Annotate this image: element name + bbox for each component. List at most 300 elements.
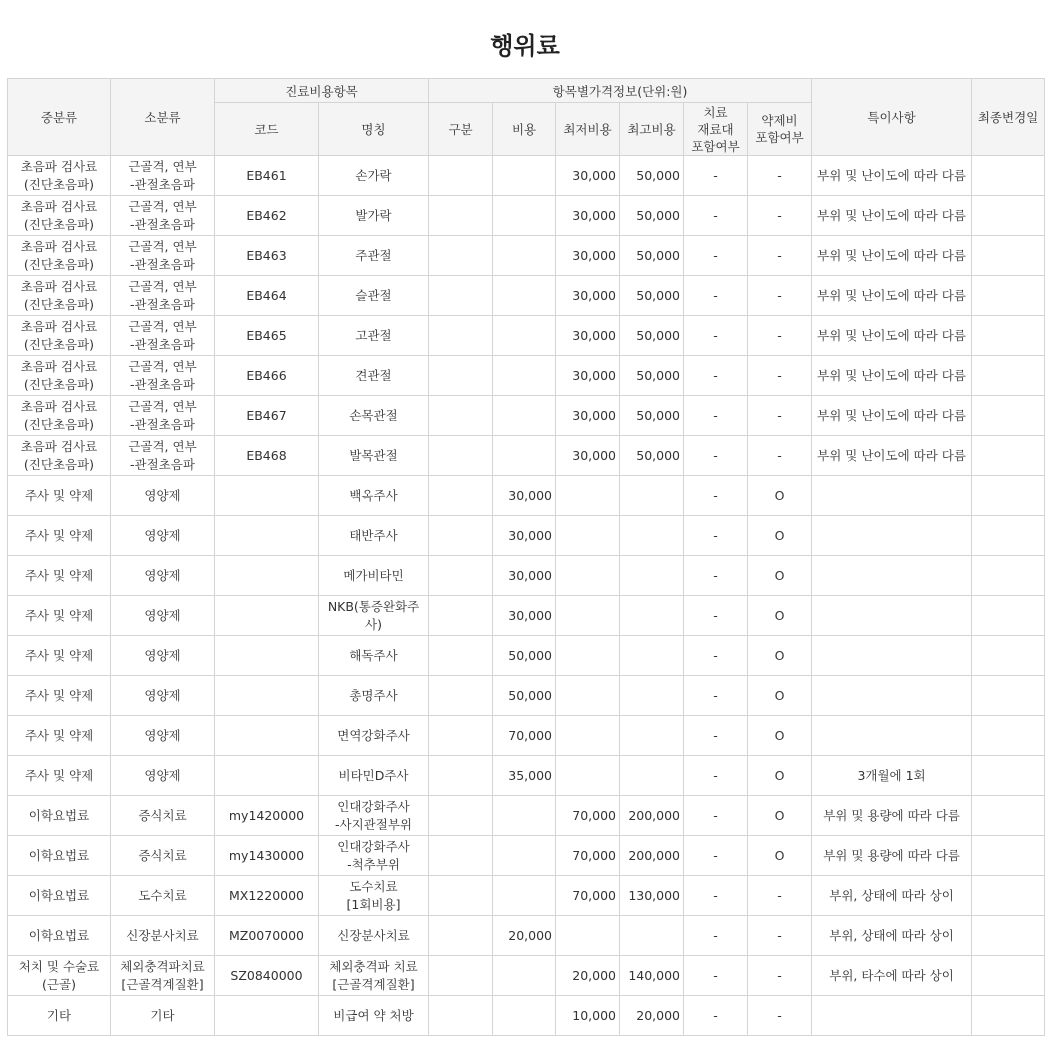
row-name: 견관절: [319, 356, 429, 396]
row-name: 비타민D주사: [319, 756, 429, 796]
row-cost: [493, 236, 556, 276]
row-category-sub: 근골격, 연부 -관절초음파: [111, 196, 215, 236]
row-code: [215, 516, 319, 556]
row-category-sub: 기타: [111, 996, 215, 1036]
row-name: 체외충격파 치료 [근골격계질환]: [319, 956, 429, 996]
row-category-sub: 근골격, 연부 -관절초음파: [111, 276, 215, 316]
row-min-cost: [556, 916, 620, 956]
row-code: EB463: [215, 236, 319, 276]
row-max-cost: 200,000: [620, 796, 684, 836]
row-type: [429, 436, 493, 476]
row-code: [215, 756, 319, 796]
row-category-sub: 근골격, 연부 -관절초음파: [111, 236, 215, 276]
row-incl-drug: -: [748, 956, 812, 996]
row-last-modified: [972, 836, 1045, 876]
table-body: [8, 156, 1045, 1036]
row-min-cost: 70,000: [556, 876, 620, 916]
fee-table: [7, 78, 1045, 1036]
table-row: [8, 236, 1045, 276]
row-notes: 부위, 타수에 따라 상이: [812, 956, 972, 996]
row-last-modified: [972, 716, 1045, 756]
row-max-cost: 50,000: [620, 236, 684, 276]
row-notes: [812, 996, 972, 1036]
row-incl-drug: O: [748, 516, 812, 556]
header-code: 코드: [215, 103, 319, 156]
row-name: 해독주사: [319, 636, 429, 676]
row-incl-drug: -: [748, 156, 812, 196]
row-category-mid: 초음파 검사료 (진단초음파): [8, 276, 111, 316]
row-category-sub: 영양제: [111, 756, 215, 796]
row-min-cost: 30,000: [556, 356, 620, 396]
row-min-cost: [556, 476, 620, 516]
row-incl-material: -: [684, 356, 748, 396]
row-min-cost: 30,000: [556, 236, 620, 276]
row-category-sub: 영양제: [111, 556, 215, 596]
row-category-mid: 주사 및 약제: [8, 716, 111, 756]
row-category-sub: 근골격, 연부 -관절초음파: [111, 356, 215, 396]
table-row: [8, 676, 1045, 716]
row-category-mid: 주사 및 약제: [8, 636, 111, 676]
row-max-cost: [620, 756, 684, 796]
row-cost: [493, 836, 556, 876]
row-min-cost: 20,000: [556, 956, 620, 996]
header-category-mid: 중분류: [8, 79, 111, 156]
row-last-modified: [972, 596, 1045, 636]
row-min-cost: 30,000: [556, 316, 620, 356]
row-incl-drug: -: [748, 316, 812, 356]
row-min-cost: [556, 516, 620, 556]
table-row: [8, 836, 1045, 876]
row-type: [429, 476, 493, 516]
table-row: [8, 516, 1045, 556]
row-cost: 35,000: [493, 756, 556, 796]
row-type: [429, 996, 493, 1036]
row-type: [429, 836, 493, 876]
row-incl-drug: O: [748, 596, 812, 636]
row-last-modified: [972, 636, 1045, 676]
row-notes: [812, 596, 972, 636]
table-row: [8, 596, 1045, 636]
row-cost: 70,000: [493, 716, 556, 756]
row-type: [429, 876, 493, 916]
row-type: [429, 356, 493, 396]
row-category-mid: 초음파 검사료 (진단초음파): [8, 436, 111, 476]
row-type: [429, 196, 493, 236]
row-name: 총명주사: [319, 676, 429, 716]
row-max-cost: 50,000: [620, 196, 684, 236]
row-cost: [493, 396, 556, 436]
row-max-cost: 50,000: [620, 156, 684, 196]
row-name: 발목관절: [319, 436, 429, 476]
row-category-sub: 신장분사치료: [111, 916, 215, 956]
row-code: EB465: [215, 316, 319, 356]
row-min-cost: 30,000: [556, 156, 620, 196]
row-incl-material: -: [684, 436, 748, 476]
table-row: [8, 636, 1045, 676]
header-min-cost: 최저비용: [556, 103, 620, 156]
row-incl-material: -: [684, 556, 748, 596]
row-type: [429, 596, 493, 636]
row-notes: 부위 및 용량에 따라 다름: [812, 836, 972, 876]
row-max-cost: [620, 916, 684, 956]
row-min-cost: 70,000: [556, 836, 620, 876]
row-name: 인대강화주사 -척추부위: [319, 836, 429, 876]
row-category-sub: 영양제: [111, 516, 215, 556]
row-category-mid: 처치 및 수술료 (근골): [8, 956, 111, 996]
table-row: [8, 956, 1045, 996]
row-notes: [812, 636, 972, 676]
row-max-cost: 50,000: [620, 356, 684, 396]
row-type: [429, 276, 493, 316]
row-min-cost: [556, 756, 620, 796]
row-min-cost: 30,000: [556, 196, 620, 236]
row-cost: [493, 196, 556, 236]
row-category-mid: 주사 및 약제: [8, 476, 111, 516]
row-last-modified: [972, 556, 1045, 596]
row-category-sub: 근골격, 연부 -관절초음파: [111, 436, 215, 476]
header-max-cost: 최고비용: [620, 103, 684, 156]
row-min-cost: 30,000: [556, 276, 620, 316]
row-last-modified: [972, 756, 1045, 796]
row-code: EB467: [215, 396, 319, 436]
header-notes: 특이사항: [812, 79, 972, 156]
header-type: 구분: [429, 103, 493, 156]
row-category-mid: 주사 및 약제: [8, 676, 111, 716]
table-row: [8, 196, 1045, 236]
row-incl-drug: O: [748, 476, 812, 516]
row-type: [429, 636, 493, 676]
row-max-cost: 50,000: [620, 276, 684, 316]
row-notes: 3개월에 1회: [812, 756, 972, 796]
row-cost: [493, 316, 556, 356]
row-max-cost: [620, 676, 684, 716]
row-min-cost: 10,000: [556, 996, 620, 1036]
row-min-cost: [556, 716, 620, 756]
row-cost: 30,000: [493, 476, 556, 516]
row-last-modified: [972, 516, 1045, 556]
row-notes: 부위 및 난이도에 따라 다름: [812, 156, 972, 196]
row-incl-drug: -: [748, 236, 812, 276]
row-type: [429, 156, 493, 196]
row-cost: 30,000: [493, 556, 556, 596]
row-incl-material: -: [684, 876, 748, 916]
row-incl-drug: O: [748, 676, 812, 716]
row-cost: 50,000: [493, 636, 556, 676]
row-max-cost: [620, 556, 684, 596]
row-max-cost: 50,000: [620, 316, 684, 356]
row-notes: [812, 556, 972, 596]
row-category-sub: 근골격, 연부 -관절초음파: [111, 316, 215, 356]
row-incl-material: -: [684, 836, 748, 876]
row-type: [429, 516, 493, 556]
row-category-mid: 주사 및 약제: [8, 596, 111, 636]
row-incl-drug: O: [748, 836, 812, 876]
row-type: [429, 556, 493, 596]
row-category-mid: 주사 및 약제: [8, 756, 111, 796]
row-category-mid: 이학요법료: [8, 916, 111, 956]
table-row: [8, 476, 1045, 516]
row-max-cost: 140,000: [620, 956, 684, 996]
page-title: 행위료: [490, 32, 560, 60]
row-category-mid: 초음파 검사료 (진단초음파): [8, 196, 111, 236]
row-max-cost: 50,000: [620, 436, 684, 476]
row-incl-drug: -: [748, 876, 812, 916]
row-max-cost: [620, 716, 684, 756]
table-row: [8, 716, 1045, 756]
row-notes: 부위, 상태에 따라 상이: [812, 916, 972, 956]
row-code: [215, 996, 319, 1036]
header-cost: 비용: [493, 103, 556, 156]
table-row: [8, 796, 1045, 836]
row-code: EB464: [215, 276, 319, 316]
row-max-cost: [620, 476, 684, 516]
header-category-sub: 소분류: [111, 79, 215, 156]
row-category-sub: 증식치료: [111, 836, 215, 876]
row-max-cost: 50,000: [620, 396, 684, 436]
row-incl-drug: -: [748, 916, 812, 956]
row-name: 손가락: [319, 156, 429, 196]
row-code: [215, 716, 319, 756]
row-notes: [812, 676, 972, 716]
row-incl-material: -: [684, 236, 748, 276]
row-code: EB466: [215, 356, 319, 396]
table-row: [8, 996, 1045, 1036]
row-incl-material: -: [684, 316, 748, 356]
row-cost: [493, 436, 556, 476]
row-name: 비급여 약 처방: [319, 996, 429, 1036]
row-incl-drug: -: [748, 276, 812, 316]
row-notes: 부위, 상태에 따라 상이: [812, 876, 972, 916]
row-name: 인대강화주사 -사지관절부위: [319, 796, 429, 836]
row-incl-material: -: [684, 676, 748, 716]
row-incl-drug: O: [748, 796, 812, 836]
row-name: 태반주사: [319, 516, 429, 556]
row-incl-material: -: [684, 956, 748, 996]
row-type: [429, 236, 493, 276]
row-name: 고관절: [319, 316, 429, 356]
row-incl-material: -: [684, 516, 748, 556]
row-category-sub: 영양제: [111, 636, 215, 676]
row-min-cost: [556, 556, 620, 596]
row-code: [215, 556, 319, 596]
row-code: [215, 636, 319, 676]
row-cost: [493, 876, 556, 916]
row-min-cost: [556, 596, 620, 636]
row-name: 면역강화주사: [319, 716, 429, 756]
row-notes: 부위 및 난이도에 따라 다름: [812, 396, 972, 436]
row-last-modified: [972, 436, 1045, 476]
row-cost: 30,000: [493, 516, 556, 556]
row-notes: [812, 476, 972, 516]
row-incl-material: -: [684, 996, 748, 1036]
table-row: [8, 436, 1045, 476]
row-type: [429, 756, 493, 796]
row-code: EB468: [215, 436, 319, 476]
row-incl-material: -: [684, 156, 748, 196]
row-category-sub: 영양제: [111, 716, 215, 756]
row-category-mid: 이학요법료: [8, 876, 111, 916]
row-type: [429, 956, 493, 996]
row-type: [429, 316, 493, 356]
row-incl-material: -: [684, 396, 748, 436]
row-code: SZ0840000: [215, 956, 319, 996]
row-incl-material: -: [684, 276, 748, 316]
row-incl-material: -: [684, 476, 748, 516]
row-min-cost: 30,000: [556, 396, 620, 436]
row-incl-material: -: [684, 916, 748, 956]
row-category-mid: 주사 및 약제: [8, 516, 111, 556]
row-last-modified: [972, 796, 1045, 836]
row-cost: [493, 276, 556, 316]
header-group-item: 진료비용항목: [215, 79, 429, 103]
row-category-sub: 영양제: [111, 676, 215, 716]
row-cost: [493, 996, 556, 1036]
row-cost: 20,000: [493, 916, 556, 956]
row-notes: 부위 및 난이도에 따라 다름: [812, 316, 972, 356]
row-cost: [493, 356, 556, 396]
row-last-modified: [972, 356, 1045, 396]
header-incl-drug: 약제비 포함여부: [748, 103, 812, 156]
row-incl-material: -: [684, 796, 748, 836]
table-row: [8, 316, 1045, 356]
row-min-cost: [556, 676, 620, 716]
row-name: 주관절: [319, 236, 429, 276]
row-category-mid: 초음파 검사료 (진단초음파): [8, 396, 111, 436]
row-type: [429, 916, 493, 956]
row-incl-drug: O: [748, 716, 812, 756]
row-last-modified: [972, 276, 1045, 316]
row-last-modified: [972, 396, 1045, 436]
row-incl-drug: -: [748, 356, 812, 396]
row-incl-material: -: [684, 716, 748, 756]
row-notes: 부위 및 난이도에 따라 다름: [812, 276, 972, 316]
row-last-modified: [972, 196, 1045, 236]
row-incl-drug: -: [748, 996, 812, 1036]
row-last-modified: [972, 236, 1045, 276]
row-name: 손목관절: [319, 396, 429, 436]
row-category-mid: 초음파 검사료 (진단초음파): [8, 156, 111, 196]
row-max-cost: [620, 596, 684, 636]
row-cost: [493, 156, 556, 196]
row-incl-drug: O: [748, 556, 812, 596]
row-incl-drug: O: [748, 756, 812, 796]
row-category-sub: 근골격, 연부 -관절초음파: [111, 156, 215, 196]
row-cost: [493, 796, 556, 836]
header-name: 명칭: [319, 103, 429, 156]
row-type: [429, 676, 493, 716]
row-incl-drug: -: [748, 196, 812, 236]
row-last-modified: [972, 916, 1045, 956]
row-code: MZ0070000: [215, 916, 319, 956]
row-type: [429, 796, 493, 836]
row-incl-material: -: [684, 636, 748, 676]
row-code: EB461: [215, 156, 319, 196]
row-code: EB462: [215, 196, 319, 236]
row-category-sub: 도수치료: [111, 876, 215, 916]
row-min-cost: 70,000: [556, 796, 620, 836]
row-incl-drug: -: [748, 436, 812, 476]
row-last-modified: [972, 316, 1045, 356]
row-name: 메가비타민: [319, 556, 429, 596]
row-category-sub: 영양제: [111, 476, 215, 516]
row-incl-drug: O: [748, 636, 812, 676]
row-notes: 부위 및 난이도에 따라 다름: [812, 436, 972, 476]
table-row: [8, 156, 1045, 196]
row-max-cost: 130,000: [620, 876, 684, 916]
row-name: 백옥주사: [319, 476, 429, 516]
row-code: [215, 596, 319, 636]
row-notes: 부위 및 용량에 따라 다름: [812, 796, 972, 836]
row-code: [215, 476, 319, 516]
table-row: [8, 556, 1045, 596]
table-row: [8, 356, 1045, 396]
row-min-cost: 30,000: [556, 436, 620, 476]
row-max-cost: 20,000: [620, 996, 684, 1036]
row-type: [429, 396, 493, 436]
row-category-mid: 초음파 검사료 (진단초음파): [8, 236, 111, 276]
row-category-mid: 기타: [8, 996, 111, 1036]
row-type: [429, 716, 493, 756]
row-cost: [493, 956, 556, 996]
row-incl-material: -: [684, 756, 748, 796]
row-name: 슬관절: [319, 276, 429, 316]
row-incl-material: -: [684, 596, 748, 636]
row-incl-drug: -: [748, 396, 812, 436]
table-row: [8, 876, 1045, 916]
row-last-modified: [972, 156, 1045, 196]
row-code: my1430000: [215, 836, 319, 876]
row-notes: [812, 516, 972, 556]
row-name: 도수치료 [1회비용]: [319, 876, 429, 916]
row-code: my1420000: [215, 796, 319, 836]
row-incl-material: -: [684, 196, 748, 236]
row-category-sub: 체외충격파치료 [근골격계질환]: [111, 956, 215, 996]
row-cost: 50,000: [493, 676, 556, 716]
row-last-modified: [972, 876, 1045, 916]
row-code: MX1220000: [215, 876, 319, 916]
row-min-cost: [556, 636, 620, 676]
row-name: 발가락: [319, 196, 429, 236]
row-category-mid: 주사 및 약제: [8, 556, 111, 596]
header-incl-material: 치료 재료대 포함여부: [684, 103, 748, 156]
row-category-sub: 영양제: [111, 596, 215, 636]
row-name: NKB(통증완화주사): [319, 596, 429, 636]
row-last-modified: [972, 956, 1045, 996]
row-cost: 30,000: [493, 596, 556, 636]
row-category-sub: 증식치료: [111, 796, 215, 836]
row-last-modified: [972, 676, 1045, 716]
header-group-price: 항목별가격정보(단위:원): [429, 79, 812, 103]
table-row: [8, 916, 1045, 956]
row-notes: [812, 716, 972, 756]
row-code: [215, 676, 319, 716]
row-category-mid: 초음파 검사료 (진단초음파): [8, 316, 111, 356]
row-max-cost: [620, 636, 684, 676]
table-row: [8, 756, 1045, 796]
row-category-mid: 초음파 검사료 (진단초음파): [8, 356, 111, 396]
table-row: [8, 276, 1045, 316]
row-category-sub: 근골격, 연부 -관절초음파: [111, 396, 215, 436]
row-category-mid: 이학요법료: [8, 836, 111, 876]
row-category-mid: 이학요법료: [8, 796, 111, 836]
row-name: 신장분사치료: [319, 916, 429, 956]
header-last-modified: 최종변경일: [972, 79, 1045, 156]
row-notes: 부위 및 난이도에 따라 다름: [812, 356, 972, 396]
row-notes: 부위 및 난이도에 따라 다름: [812, 196, 972, 236]
row-notes: 부위 및 난이도에 따라 다름: [812, 236, 972, 276]
row-last-modified: [972, 996, 1045, 1036]
row-max-cost: 200,000: [620, 836, 684, 876]
